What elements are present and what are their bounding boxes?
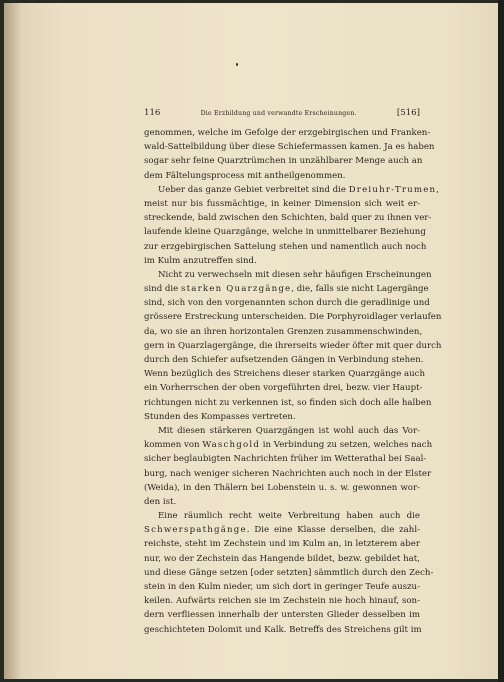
text-run: kommen von: [144, 440, 203, 451]
text-line: Wenn bezüglich des Streichens dieser starken Quarzgänge auch: [144, 369, 426, 380]
text-line: wald-Sattelbildung über diese Schiefermassen kamen. Ja es haben: [144, 142, 435, 153]
text-line: Nicht zu verwechseln mit diesen sehr häufigen Erscheinungen: [158, 269, 432, 280]
text-run: . Die eine Klasse derselben, die zahl-: [246, 525, 420, 536]
text-line: sogar sehr feine Quarztrümchen in unzählbarer Menge auch an: [144, 156, 423, 167]
text-line: Eine räumlich recht weite Verbreitung haben auch die: [158, 511, 420, 522]
running-header: [144, 108, 420, 119]
text-line: zur erzgebirgischen Sattelung stehen und namentlich auch noch: [144, 241, 427, 252]
running-title: Die Erzbildung und verwandte Erscheinungen.: [200, 110, 357, 117]
text-line: [144, 282, 429, 296]
body-text: [144, 126, 442, 637]
text-line: Stunden des Kompasses vertreten.: [144, 411, 296, 422]
paper-fleck: [236, 63, 238, 66]
text-line: dem Fältelungsprocess mit antheilgenommen.: [144, 170, 346, 181]
emphasized-term: Waschgold: [202, 440, 261, 451]
text-line: (Weida), in den Thälern bei Lobenstein u. s. w. gewonnen wor-: [144, 482, 420, 493]
text-line: grössere Erstreckung unterscheiden. Die Porphyroidlager verlaufen: [144, 312, 442, 323]
text-line: da, wo sie an ihren horizontalen Grenzen zusammenschwinden,: [144, 326, 423, 337]
spine-shadow: [4, 3, 22, 679]
text-run: sind die: [144, 284, 181, 295]
text-line: gern in Quarzlagergänge, die ihrerseits wieder öfter mit quer durch: [144, 340, 442, 351]
text-line: dern verfliessen innerhalb der untersten Glieder desselben im: [144, 610, 420, 621]
text-line: keilen. Aufwärts reichen sie im Zechstein nie hoch hinauf, son-: [144, 596, 420, 607]
text-block: [144, 108, 442, 637]
text-run: ,: [436, 184, 440, 195]
text-line: durch den Schiefer aufsetzenden Gängen in Verbindung stehen.: [144, 355, 424, 365]
emphasized-term: Dreiuhr-Trumen: [348, 184, 437, 195]
emphasized-term: Schwerspathgänge: [144, 525, 247, 536]
text-line: den ist.: [144, 496, 177, 507]
text-line: [144, 183, 440, 197]
text-line: sind, sich von den vorgenannten schon durch die geradlinige und: [144, 298, 430, 309]
text-line: reichste, steht im Zechstein und im Kulm an, in letzterem aber: [144, 539, 420, 550]
scan-edge: [498, 0, 504, 682]
text-line: im Kulm anzutreffen sind.: [144, 255, 257, 266]
text-line: burg, nach weniger sicheren Nachrichten auch noch in der Elster: [144, 468, 432, 479]
text-line: ein Vorherrschen der oben vorgeführten drei, bezw. vier Haupt-: [144, 383, 423, 394]
text-line: sicher beglaubigten Nachrichten früher im Wetterathal bei Saal-: [144, 454, 427, 465]
text-run: in Verbindung zu setzen, welches nach: [260, 440, 433, 451]
text-run: , die, falls sie nicht Lagergänge: [291, 284, 429, 295]
text-line: nur, wo der Zechstein das Hangende bildet, bezw. gebildet hat,: [144, 553, 420, 564]
text-line: geschichteten Dolomit und Kalk. Betreffs des Streichens gilt im: [144, 624, 422, 635]
emphasized-term: starken Quarzgänge: [181, 284, 292, 295]
text-line: Mit diesen stärkeren Quarzgängen ist wohl auch das Vor-: [158, 425, 420, 436]
text-line: [144, 523, 420, 537]
text-line: laufende kleine Quarzgänge, welche in unmittelbarer Beziehung: [144, 227, 426, 238]
text-run: Ueber das ganze Gebiet verbreitet sind die: [158, 184, 349, 195]
bracket-page-number: [516]: [396, 108, 420, 118]
text-line: genommen, welche im Gefolge der erzgebirgischen und Franken-: [144, 128, 431, 138]
text-line: richtungen nicht zu verkennen ist, so finden sich doch alle halben: [144, 397, 432, 408]
text-line: und diese Gänge setzen [oder setzten] sämmtlich durch den Zech-: [144, 567, 434, 578]
text-line: meist nur bis fussmächtige, in keiner Dimension sich weit er-: [144, 198, 420, 209]
text-line: stein in den Kulm nieder, um sich dort in geringer Teufe auszu-: [144, 582, 420, 592]
text-line: streckende, bald zwischen den Schichten, bald quer zu ihnen ver-: [144, 213, 432, 224]
text-line: [144, 438, 433, 452]
page-number: 116: [144, 108, 161, 118]
